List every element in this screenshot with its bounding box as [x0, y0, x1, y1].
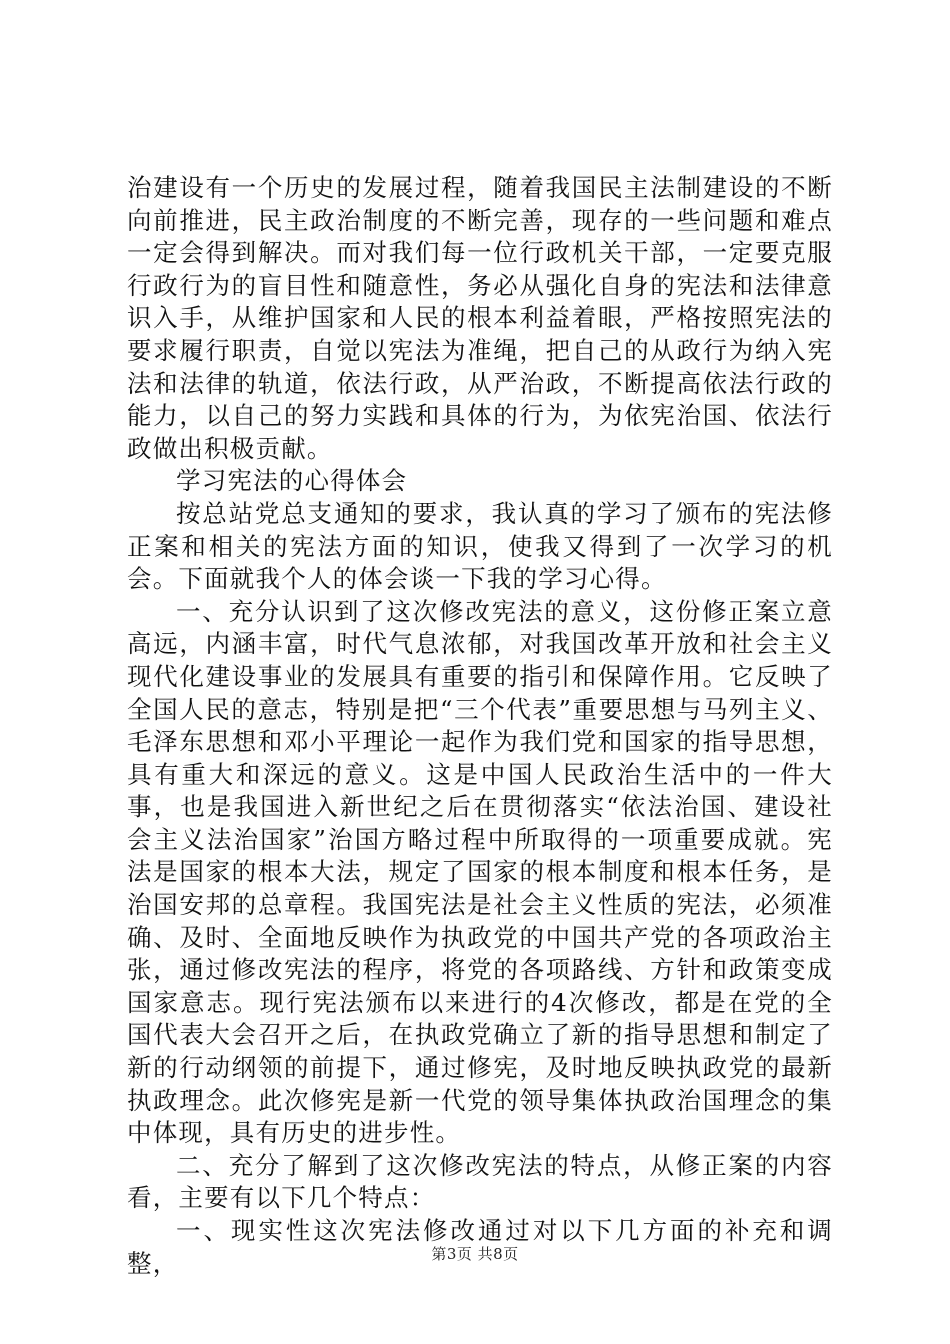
- page-number: 第3页 共8页: [431, 1245, 519, 1263]
- paragraph-point-1: 一、充分认识到了这次修改宪法的意义，这份修正案立意高远，内涵丰富，时代气息浓郁，对我国改革开放和社会主义现代化建设事业的发展具有重要的指引和保障作用。它反映了全国人民的意志，特别是把“三个代表”重要思想与马列主义、毛泽东思想和邓小平理论一起作为我们党和国家的指导思想，具有重大和深远的意义。这是中国人民政治生活中的一件大事，也是我国进入新世纪之后在贯彻落实“依法治国、建设社会主义法治国家”治国方略过程中所取得的一项重要成就。宪法是国家的根本大法，规定了国家的根本制度和根本任务，是治国安邦的总章程。我国宪法是社会主义性质的宪法，必须准确、及时、全面地反映作为执政党的中国共产党的各项政治主张，通过修改宪法的程序，将党的各项路线、方针和政策变成国家意志。现行宪法颁布以来进行的4次修改，都是在党的全国代表大会召开之后，在执政党确立了新的指导思想和制定了新的行动纲领的前提下，通过修宪，及时地反映执政党的最新执政理念。此次修宪是新一代党的领导集体执政治国理念的集中体现，具有历史的进步性。: [127, 596, 833, 1148]
- paragraph-continued: 治建设有一个历史的发展过程，随着我国民主法制建设的不断向前推进，民主政治制度的不断完善，现存的一些问题和难点一定会得到解决。而对我们每一位行政机关干部，一定要克服行政行为的盲目性和随意性，务必从强化自身的宪法和法律意识入手，从维护国家和人民的根本利益着眼，严格按照宪法的要求履行职责，自觉以宪法为准绳，把自己的从政行为纳入宪法和法律的轨道，依法行政，从严治政，不断提高依法行政的能力，以自己的努力实践和具体的行为，为依宪治国、依法行政做出积极贡献。: [127, 173, 833, 463]
- section-title: 学习宪法的心得体会: [176, 466, 408, 496]
- document-body: [127, 172, 833, 1280]
- paragraph-intro: 按总站党总支通知的要求，我认真的学习了颁布的宪法修正案和相关的宪法方面的知识，使我又得到了一次学习的机会。下面就我个人的体会谈一下我的学习心得。: [127, 498, 833, 594]
- paragraph-sub-1: 一、现实性这次宪法修改通过对以下几方面的补充和调整，: [127, 1216, 833, 1278]
- paragraph-point-2: 二、充分了解到了这次修改宪法的特点，从修正案的内容看，主要有以下几个特点：: [127, 1150, 833, 1213]
